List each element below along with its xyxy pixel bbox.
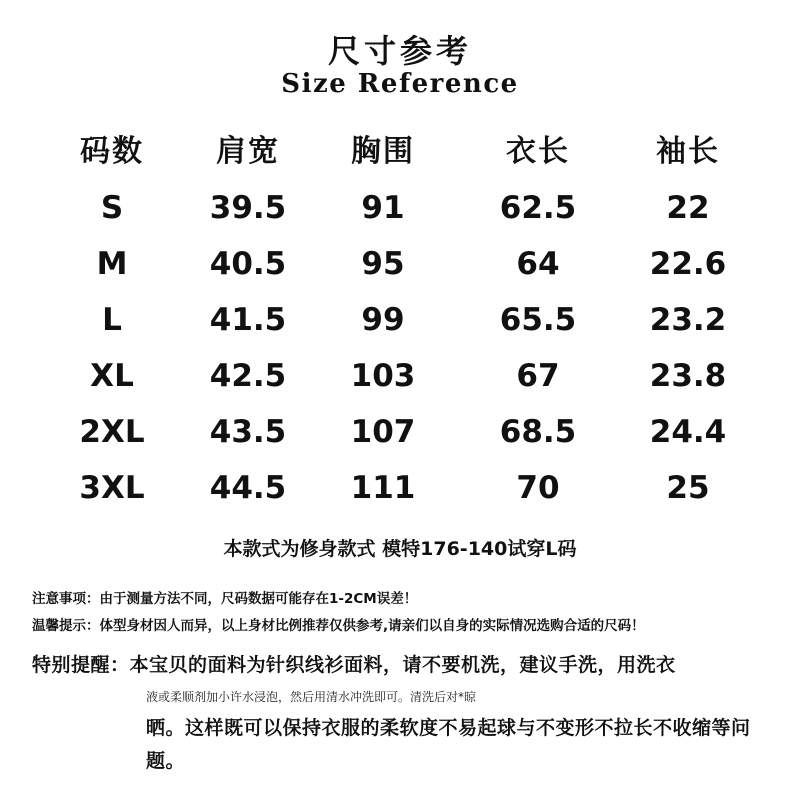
chest-cell: 111 xyxy=(350,470,416,506)
table-row xyxy=(0,410,800,466)
size-cell: S xyxy=(100,190,124,226)
special-reminder: 特别提醒：本宝贝的面料为针织线衫面料，请不要机洗，建议手洗，用洗衣 xyxy=(32,654,676,676)
shoulder-cell: 44.5 xyxy=(209,470,287,506)
column-header-length: 衣长 xyxy=(506,134,570,169)
sleeve-cell: 22.6 xyxy=(649,246,727,282)
table-header-row xyxy=(0,130,800,186)
size-cell: L xyxy=(102,302,122,338)
chest-cell: 95 xyxy=(361,246,405,282)
table-row xyxy=(0,186,800,242)
column-header-sleeve: 袖长 xyxy=(656,134,720,169)
shoulder-cell: 41.5 xyxy=(209,302,287,338)
column-header-shoulder: 肩宽 xyxy=(216,134,280,169)
reminder-note: 温馨提示：体型身材因人而异，以上身材比例推荐仅供参考,请亲们以自身的实际情况选购合适的尺码！ xyxy=(32,618,645,634)
special-reminder-continued: 晒。这样既可以保持衣服的柔软度不易起球与不变形不拉长不收缩等问题。 xyxy=(146,717,751,772)
table-row xyxy=(0,242,800,298)
sleeve-cell: 22 xyxy=(666,190,710,226)
shoulder-cell: 43.5 xyxy=(209,414,287,450)
column-header-size: 码数 xyxy=(80,134,144,169)
table-row xyxy=(0,466,800,522)
page-title: 尺寸参考 xyxy=(327,32,472,70)
size-cell: 2XL xyxy=(79,414,145,450)
chest-cell: 107 xyxy=(350,414,416,450)
page-subtitle: Size Reference xyxy=(281,69,519,99)
length-cell: 67 xyxy=(516,358,560,394)
table-row xyxy=(0,298,800,354)
sleeve-cell: 23.8 xyxy=(649,358,727,394)
column-header-chest: 胸围 xyxy=(351,134,415,169)
length-cell: 68.5 xyxy=(499,414,577,450)
length-cell: 65.5 xyxy=(499,302,577,338)
size-cell: M xyxy=(96,246,128,282)
sleeve-cell: 23.2 xyxy=(649,302,727,338)
sleeve-cell: 25 xyxy=(666,470,710,506)
chest-cell: 103 xyxy=(350,358,416,394)
size-table xyxy=(0,130,800,522)
table-row xyxy=(0,354,800,410)
chest-cell: 91 xyxy=(361,190,405,226)
wash-instruction-small: 液或柔顺剂加小许水浸泡，然后用清水冲洗即可。清洗后对*晾 xyxy=(146,690,477,704)
shoulder-cell: 42.5 xyxy=(209,358,287,394)
shoulder-cell: 40.5 xyxy=(209,246,287,282)
chest-cell: 99 xyxy=(361,302,405,338)
length-cell: 64 xyxy=(516,246,560,282)
attention-note: 注意事项：由于测量方法不同，尺码数据可能存在1-2CM误差！ xyxy=(32,591,418,607)
size-cell: 3XL xyxy=(79,470,145,506)
size-cell: XL xyxy=(90,358,134,394)
sleeve-cell: 24.4 xyxy=(649,414,727,450)
shoulder-cell: 39.5 xyxy=(209,190,287,226)
length-cell: 70 xyxy=(516,470,560,506)
model-fit-note: 本款式为修身款式 模特176-140试穿L码 xyxy=(223,538,577,560)
length-cell: 62.5 xyxy=(499,190,577,226)
